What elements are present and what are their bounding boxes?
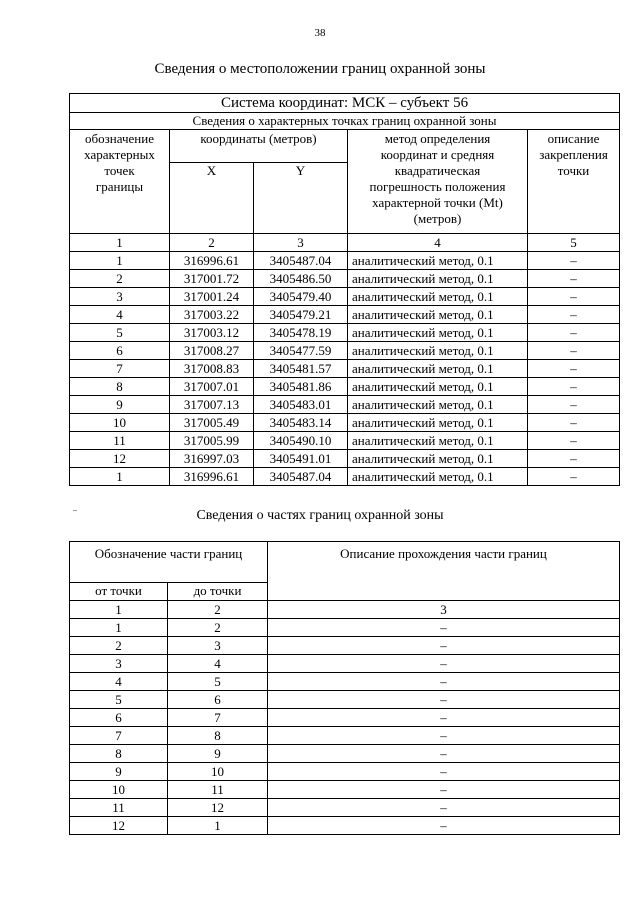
from-point-cell: 6 — [70, 709, 168, 727]
fixing-cell: – — [528, 360, 620, 378]
to-point-cell: 4 — [168, 655, 268, 673]
method-cell: аналитический метод, 0.1 — [348, 342, 528, 360]
fixing-cell: – — [528, 342, 620, 360]
y-cell: 3405477.59 — [254, 342, 348, 360]
x-cell: 317007.13 — [170, 396, 254, 414]
point-id-cell: 7 — [70, 360, 170, 378]
header-text-line: границы — [95, 179, 144, 194]
header-part-designation: Обозначение части границ — [70, 542, 268, 583]
to-point-cell: 7 — [168, 709, 268, 727]
header-text-line: (метров) — [413, 211, 462, 226]
fixing-cell: – — [528, 270, 620, 288]
to-point-cell: 11 — [168, 781, 268, 799]
from-point-cell: 7 — [70, 727, 168, 745]
header-text-line: точки — [557, 163, 590, 178]
fixing-cell: – — [528, 252, 620, 270]
point-id-cell: 11 — [70, 432, 170, 450]
fixing-cell: – — [528, 468, 620, 486]
fixing-cell: – — [528, 396, 620, 414]
from-point-cell: 4 — [70, 673, 168, 691]
from-point-cell: 11 — [70, 799, 168, 817]
y-cell: 3405481.86 — [254, 378, 348, 396]
point-id-cell: 10 — [70, 414, 170, 432]
table-row — [70, 432, 620, 450]
point-id-cell: 3 — [70, 288, 170, 306]
fixing-cell: – — [528, 306, 620, 324]
method-cell: аналитический метод, 0.1 — [348, 432, 528, 450]
description-cell: – — [268, 781, 620, 799]
from-point-cell: 2 — [70, 637, 168, 655]
table-row — [70, 414, 620, 432]
method-cell: аналитический метод, 0.1 — [348, 414, 528, 432]
to-point-cell: 2 — [168, 619, 268, 637]
boundary-parts-table — [69, 541, 620, 835]
description-cell: – — [268, 691, 620, 709]
y-cell: 3405479.21 — [254, 306, 348, 324]
to-point-cell: 6 — [168, 691, 268, 709]
description-cell: – — [268, 763, 620, 781]
description-cell: – — [268, 727, 620, 745]
method-cell: аналитический метод, 0.1 — [348, 396, 528, 414]
from-point-cell: 5 — [70, 691, 168, 709]
header-fixing-description — [528, 130, 620, 234]
table-row — [70, 709, 620, 727]
y-cell: 3405486.50 — [254, 270, 348, 288]
header-coordinates: координаты (метров) — [170, 130, 348, 163]
y-cell: 3405478.19 — [254, 324, 348, 342]
table-row — [70, 360, 620, 378]
y-cell: 3405491.01 — [254, 450, 348, 468]
x-cell: 317005.99 — [170, 432, 254, 450]
from-point-cell: 12 — [70, 817, 168, 835]
header-text-line: характерной точки (Mt) — [372, 195, 503, 210]
to-point-cell: 10 — [168, 763, 268, 781]
method-cell: аналитический метод, 0.1 — [348, 270, 528, 288]
table-row — [70, 799, 620, 817]
point-id-cell: 2 — [70, 270, 170, 288]
point-id-cell: 1 — [70, 252, 170, 270]
table-row — [70, 691, 620, 709]
description-cell: – — [268, 655, 620, 673]
table-row — [70, 817, 620, 835]
point-id-cell: 6 — [70, 342, 170, 360]
y-cell: 3405479.40 — [254, 288, 348, 306]
x-cell: 317005.49 — [170, 414, 254, 432]
fixing-cell: – — [528, 450, 620, 468]
from-point-cell: 10 — [70, 781, 168, 799]
header-y: Y — [254, 163, 348, 234]
method-cell: аналитический метод, 0.1 — [348, 378, 528, 396]
y-cell: 3405487.04 — [254, 468, 348, 486]
header-text-line: описание — [547, 131, 600, 146]
to-point-cell: 9 — [168, 745, 268, 763]
method-cell: аналитический метод, 0.1 — [348, 252, 528, 270]
header-text-line: обозначение — [85, 131, 154, 146]
method-cell: аналитический метод, 0.1 — [348, 468, 528, 486]
x-cell: 317008.27 — [170, 342, 254, 360]
method-cell: аналитический метод, 0.1 — [348, 324, 528, 342]
table-row — [70, 655, 620, 673]
header-text-line: закрепления — [539, 147, 608, 162]
coordinates-table — [69, 93, 620, 486]
table-row — [70, 270, 620, 288]
header-to-point: до точки — [168, 583, 268, 601]
x-cell: 316996.61 — [170, 252, 254, 270]
table-row — [70, 306, 620, 324]
method-cell: аналитический метод, 0.1 — [348, 360, 528, 378]
table-row — [70, 619, 620, 637]
x-cell: 317003.12 — [170, 324, 254, 342]
fixing-cell: – — [528, 378, 620, 396]
method-cell: аналитический метод, 0.1 — [348, 450, 528, 468]
column-number: 5 — [528, 234, 620, 252]
point-id-cell: 4 — [70, 306, 170, 324]
header-text-line: квадратическая — [394, 163, 481, 178]
header-from-point: от точки — [70, 583, 168, 601]
to-point-cell: 12 — [168, 799, 268, 817]
description-cell: – — [268, 637, 620, 655]
header-part-description: Описание прохождения части границ — [268, 542, 620, 601]
table-row — [70, 763, 620, 781]
page-number: 38 — [314, 27, 326, 39]
x-cell: 317008.83 — [170, 360, 254, 378]
y-cell: 3405483.01 — [254, 396, 348, 414]
table-row — [70, 378, 620, 396]
fixing-cell: – — [528, 414, 620, 432]
column-number: 3 — [268, 601, 620, 619]
table-row — [70, 450, 620, 468]
column-number: 2 — [168, 601, 268, 619]
point-id-cell: 12 — [70, 450, 170, 468]
points-subtitle: Сведения о характерных точках границ охранной зоны — [70, 113, 620, 130]
y-cell: 3405481.57 — [254, 360, 348, 378]
table-row — [70, 252, 620, 270]
table-row — [70, 342, 620, 360]
header-x: X — [170, 163, 254, 234]
header-text-line: погрешность положения — [369, 179, 506, 194]
coordinate-system-label: Система координат: МСК – субъект 56 — [70, 94, 620, 113]
header-text-line: точек — [104, 163, 135, 178]
y-cell: 3405483.14 — [254, 414, 348, 432]
header-method — [348, 130, 528, 234]
x-cell: 316996.61 — [170, 468, 254, 486]
point-id-cell: 5 — [70, 324, 170, 342]
header-point-designation — [70, 130, 170, 234]
column-number: 4 — [348, 234, 528, 252]
x-cell: 316997.03 — [170, 450, 254, 468]
section-title-location: Сведения о местоположении границ охранной зоны — [154, 61, 486, 77]
table-row — [70, 324, 620, 342]
table-row — [70, 468, 620, 486]
table-row — [70, 396, 620, 414]
to-point-cell: 8 — [168, 727, 268, 745]
y-cell: 3405487.04 — [254, 252, 348, 270]
point-id-cell: 1 — [70, 468, 170, 486]
x-cell: 317001.24 — [170, 288, 254, 306]
fixing-cell: – — [528, 288, 620, 306]
fixing-cell: – — [528, 432, 620, 450]
point-id-cell: 9 — [70, 396, 170, 414]
description-cell: – — [268, 673, 620, 691]
x-cell: 317007.01 — [170, 378, 254, 396]
table-row — [70, 727, 620, 745]
point-id-cell: 8 — [70, 378, 170, 396]
table-row — [70, 745, 620, 763]
from-point-cell: 8 — [70, 745, 168, 763]
description-cell: – — [268, 817, 620, 835]
from-point-cell: 1 — [70, 619, 168, 637]
column-number: 1 — [70, 234, 170, 252]
method-cell: аналитический метод, 0.1 — [348, 288, 528, 306]
to-point-cell: 3 — [168, 637, 268, 655]
column-number: 1 — [70, 601, 168, 619]
column-number: 2 — [170, 234, 254, 252]
x-cell: 317003.22 — [170, 306, 254, 324]
header-text-line: метод определения — [384, 131, 491, 146]
from-point-cell: 9 — [70, 763, 168, 781]
column-number: 3 — [254, 234, 348, 252]
table-row — [70, 288, 620, 306]
fixing-cell: – — [528, 324, 620, 342]
description-cell: – — [268, 799, 620, 817]
table-row — [70, 673, 620, 691]
description-cell: – — [268, 709, 620, 727]
section-title-parts: Сведения о частях границ охранной зоны — [196, 508, 444, 523]
description-cell: – — [268, 619, 620, 637]
x-cell: 317001.72 — [170, 270, 254, 288]
y-cell: 3405490.10 — [254, 432, 348, 450]
to-point-cell: 1 — [168, 817, 268, 835]
method-cell: аналитический метод, 0.1 — [348, 306, 528, 324]
table-row — [70, 781, 620, 799]
description-cell: – — [268, 745, 620, 763]
header-text-line: координат и средняя — [380, 147, 495, 162]
from-point-cell: 3 — [70, 655, 168, 673]
to-point-cell: 5 — [168, 673, 268, 691]
header-text-line: характерных — [84, 147, 155, 162]
table-row — [70, 637, 620, 655]
